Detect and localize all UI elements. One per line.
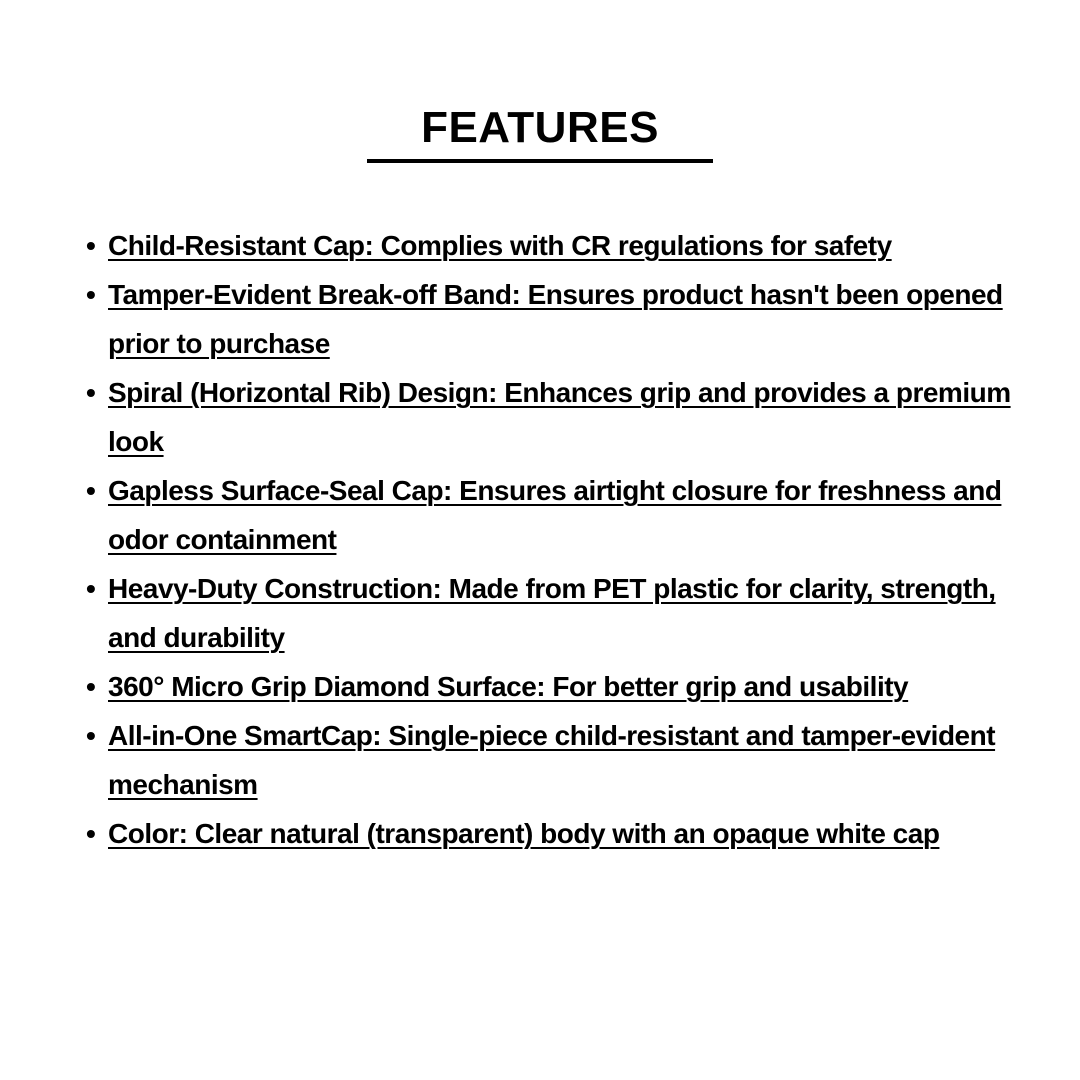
feature-item xyxy=(82,466,1022,564)
feature-item xyxy=(82,711,1022,809)
bullet-icon: • xyxy=(86,818,96,849)
bullet-icon: • xyxy=(86,475,96,506)
feature-text: Tamper-Evident Break-off Band: Ensures product hasn't been opened prior to purchase xyxy=(108,279,1003,359)
bullet-icon: • xyxy=(86,377,96,408)
feature-text: All-in-One SmartCap: Single-piece child-resistant and tamper-evident mechanism xyxy=(108,720,996,800)
bullet-icon: • xyxy=(86,279,96,310)
feature-text: Child-Resistant Cap: Complies with CR regulations for safety xyxy=(108,230,892,261)
bullet-icon: • xyxy=(86,720,96,751)
feature-item xyxy=(82,368,1022,466)
feature-text: Gapless Surface-Seal Cap: Ensures airtight closure for freshness and odor containment xyxy=(108,475,1002,555)
bullet-icon: • xyxy=(86,671,96,702)
feature-text: Spiral (Horizontal Rib) Design: Enhances grip and provides a premium look xyxy=(108,377,1011,457)
feature-text: Heavy-Duty Construction: Made from PET plastic for clarity, strength, and durability xyxy=(108,573,996,653)
title-underline-rule xyxy=(367,159,713,163)
feature-text: Color: Clear natural (transparent) body with an opaque white cap xyxy=(108,818,940,849)
feature-item xyxy=(82,221,1022,270)
bullet-icon: • xyxy=(86,573,96,604)
feature-item xyxy=(82,662,1022,711)
feature-item xyxy=(82,564,1022,662)
features-list xyxy=(82,221,1022,858)
feature-item xyxy=(82,809,1022,858)
bullet-icon: • xyxy=(86,230,96,261)
features-header xyxy=(0,100,1080,163)
page-title: FEATURES xyxy=(421,103,659,152)
feature-text: 360° Micro Grip Diamond Surface: For better grip and usability xyxy=(108,671,909,702)
feature-item xyxy=(82,270,1022,368)
